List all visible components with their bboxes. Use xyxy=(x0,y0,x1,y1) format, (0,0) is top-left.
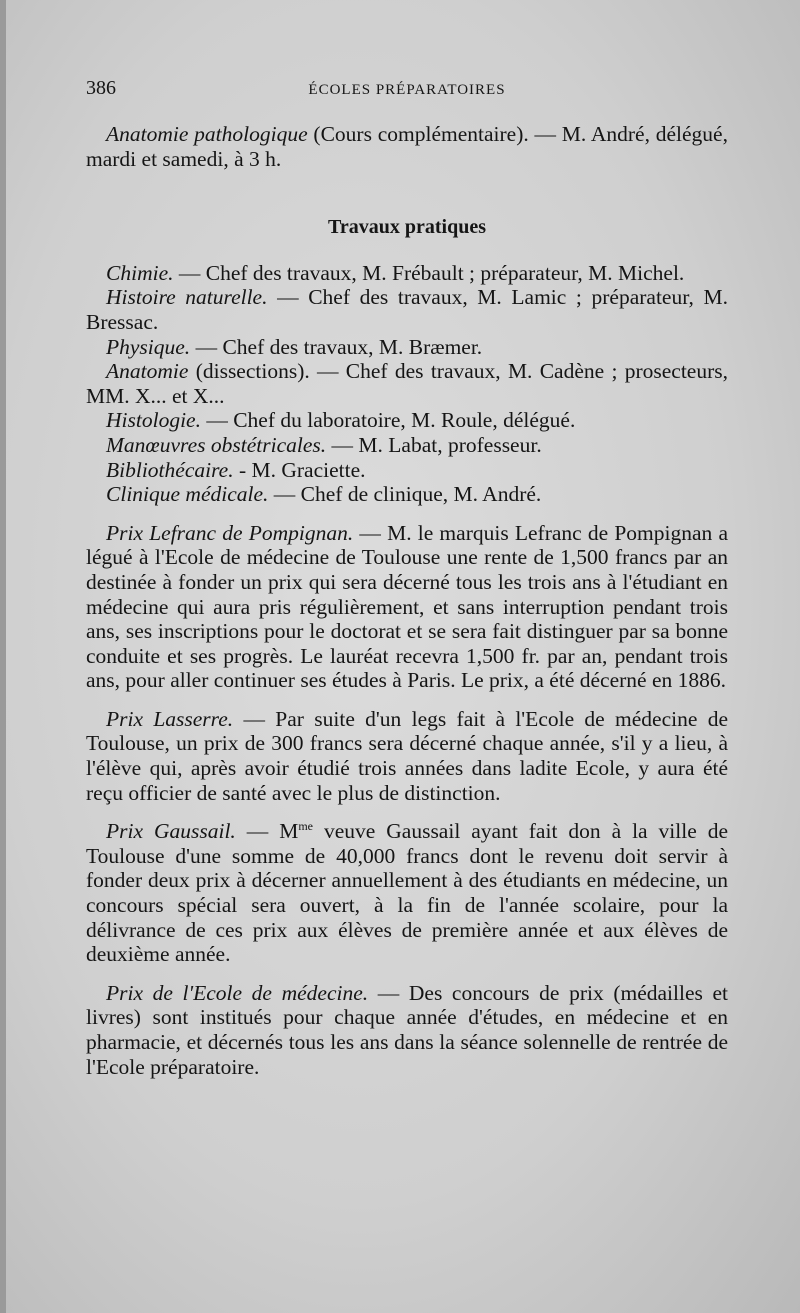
intro-text: (Cours complémentaire). — M. André, délégué, mardi et samedi, à 3 h. xyxy=(86,122,728,171)
staff-detail: - M. Graciette. xyxy=(233,457,366,482)
staff-item-physique xyxy=(86,335,728,360)
prize-lefranc-paragraph xyxy=(86,521,728,693)
staff-role: Clinique médicale. xyxy=(106,482,269,507)
staff-item-manoeuvres xyxy=(86,433,728,458)
prize-title: Prix Lasserre. xyxy=(106,706,234,731)
prize-title: Prix de l'Ecole de médecine. xyxy=(106,980,369,1005)
staff-item-histologie xyxy=(86,408,728,433)
staff-role: Physique. xyxy=(106,334,191,359)
prize-text: — M. le marquis Lefranc de Pompignan a légué à l'Ecole de médecine de Toulouse une rente de 1,500 francs par an destinée à fonder un prix qui sera décerné tous les trois ans à l'étudiant en médecine qui aura pris régulièrement, et sans interruption pendant trois ans, ses inscriptions pour le doctorat et se sera fait distinguer par sa bonne conduite et ses progrès. Le lauréat recevra 1,500 fr. par an, pendant trois ans, pour aller continuer ses études à Paris. Le prix, a été décerné en 1886. xyxy=(86,520,729,693)
staff-detail: — Chef des travaux, M. Bræmer. xyxy=(190,334,483,359)
staff-role: Bibliothécaire. xyxy=(106,457,234,482)
staff-item-histoire-naturelle xyxy=(86,285,728,334)
intro-course-name: Anatomie pathologique xyxy=(106,122,308,146)
prize-title: Prix Lefranc de Pompignan. xyxy=(106,520,354,545)
staff-role: Anatomie xyxy=(106,359,189,384)
prize-superscript: me xyxy=(298,819,314,834)
prize-title: Prix Gaussail. xyxy=(106,819,236,844)
staff-role: Manœuvres obstétricales. xyxy=(106,432,327,457)
page-content xyxy=(86,76,728,1079)
staff-item-bibliothecaire xyxy=(86,458,728,483)
prize-text: — Des concours de prix (médailles et livres) sont institués pour chaque année d'études, en médecine et en pharmacie, et décernés tous les ans dans la séance solennelle de rentrée de l'Ecole préparatoire. xyxy=(86,980,728,1079)
staff-detail: — Chef de clinique, M. André. xyxy=(268,482,542,507)
staff-detail: (dissections). — Chef des travaux, M. Cadène ; prosecteurs, MM. X... et X... xyxy=(86,359,728,408)
staff-role: Chimie. xyxy=(106,260,174,285)
running-title: ÉCOLES PRÉPARATOIRES xyxy=(308,82,506,98)
staff-detail: — Chef des travaux, M. Frébault ; préparateur, M. Michel. xyxy=(173,260,685,285)
staff-item-clinique xyxy=(86,482,728,507)
page-header xyxy=(86,76,728,102)
staff-detail: — Chef des travaux, M. Lamic ; préparateur, M. Bressac. xyxy=(86,285,728,334)
staff-detail: — Chef du laboratoire, M. Roule, délégué. xyxy=(200,408,576,433)
intro-paragraph xyxy=(86,122,728,171)
staff-list xyxy=(86,261,728,507)
staff-role: Histologie. xyxy=(106,408,201,433)
prize-text: veuve Gaussail ayant fait don à la ville de Toulouse d'une somme de 40,000 francs dont le revenu doit servir à fonder deux prix à décerner annuellement à des étudiants en médecine, un concours spécial sera ouvert, à la fin de l'année scolaire, pour la délivrance de ces prix aux élèves de première année et aux élèves de deuxième année. xyxy=(86,819,728,967)
prize-text: — Par suite d'un legs fait à l'Ecole de médecine de Toulouse, un prix de 300 francs sera décerné chaque année, s'il y a lieu, à l'élève qui, après avoir étudié trois années dans ladite Ecole, y aura été reçu officier de santé avec le plus de distinction. xyxy=(86,706,728,805)
prize-gaussail-paragraph xyxy=(86,819,728,967)
staff-role: Histoire naturelle. xyxy=(106,285,268,310)
staff-detail: — M. Labat, professeur. xyxy=(326,432,542,457)
prize-ecole-paragraph xyxy=(86,981,728,1079)
prize-lasserre-paragraph xyxy=(86,707,728,805)
staff-item-anatomie xyxy=(86,359,728,408)
section-title: Travaux pratiques xyxy=(328,216,486,239)
prize-text-before: — M xyxy=(235,819,299,844)
page-number: 386 xyxy=(86,77,116,99)
staff-item-chimie xyxy=(86,261,728,286)
